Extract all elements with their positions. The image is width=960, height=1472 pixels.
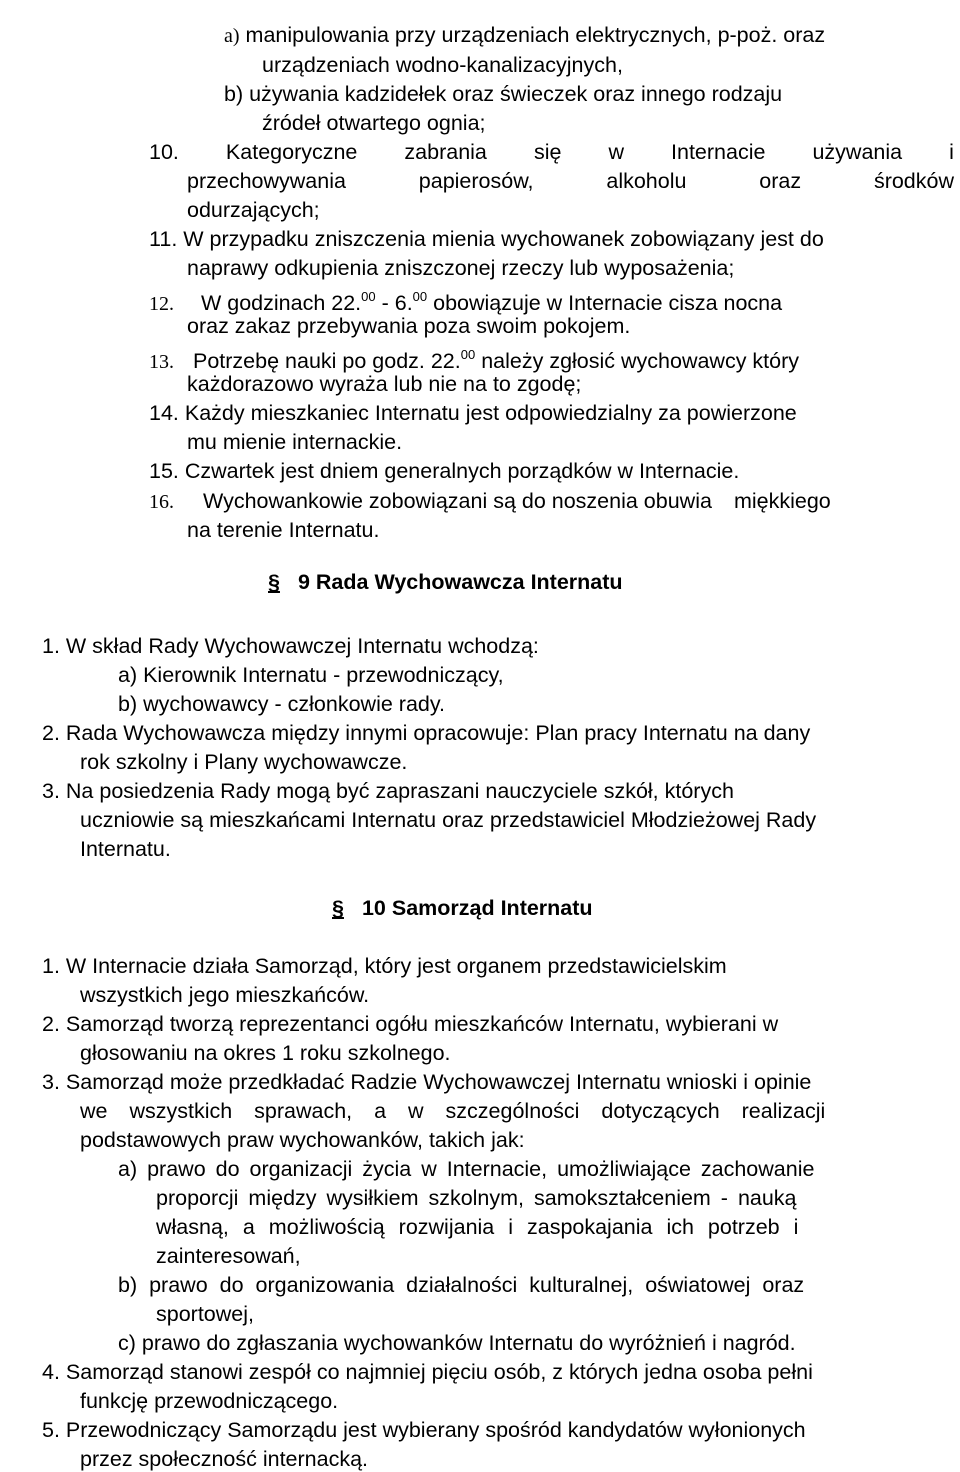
s9-item-3-line3: Internatu.: [80, 837, 171, 861]
point-12-text-b: - 6.: [375, 291, 413, 315]
item-a-line2: urządzeniach wodno-kanalizacyjnych,: [262, 53, 623, 77]
word: zabrania: [404, 140, 487, 164]
point-12-line2: oraz zakaz przebywania poza swoim pokojem.: [187, 314, 631, 338]
s10-item-4-line2: funkcję przewodniczącego.: [80, 1389, 339, 1413]
s9-item-2-line2: rok szkolny i Plany wychowawcze.: [80, 750, 408, 774]
s10-item-3a-line2: proporcji między wysiłkiem szkolnym, samokształceniem - nauką: [156, 1186, 797, 1210]
point-10-number: 10.: [149, 140, 179, 164]
word: Internacie: [671, 140, 766, 164]
section-symbol: §: [332, 896, 344, 920]
word: się: [533, 140, 562, 164]
s10-item-2-line1: 2. Samorząd tworzą reprezentanci ogółu mieszkańców Internatu, wybierani w: [42, 1012, 779, 1036]
section-symbol: §: [268, 570, 280, 594]
s10-item-2-line2: głosowaniu na okres 1 roku szkolnego.: [80, 1041, 451, 1065]
s10-item-3a-line4: zainteresowań,: [156, 1244, 301, 1268]
point-12-text-c: obowiązuje w Internacie cisza nocna: [427, 291, 783, 315]
s10-item-3-line3: podstawowych praw wychowanków, takich jak:: [80, 1128, 525, 1152]
s9-item-3-line2: uczniowie są mieszkańcami Internatu oraz przedstawiciel Młodzieżowej Rady: [80, 808, 817, 832]
item-b-line2: źródeł otwartego ognia;: [262, 111, 486, 135]
s10-item-4-line1: 4. Samorząd stanowi zespół co najmniej pięciu osób, z których jedna osoba pełni: [42, 1360, 813, 1384]
s10-item-5-line1: 5. Przewodniczący Samorządu jest wybierany spośród kandydatów wyłonionych: [42, 1418, 806, 1442]
superscript: 00: [412, 289, 428, 304]
item-a-text: manipulowania przy urządzeniach elektrycznych, p-poż. oraz: [245, 23, 826, 47]
s10-item-1-line2: wszystkich jego mieszkańców.: [80, 983, 370, 1007]
word: oraz: [759, 169, 802, 193]
s9-item-2-line1: 2. Rada Wychowawcza między innymi opracowuje: Plan pracy Internatu na dany: [42, 721, 811, 745]
point-16-text-a: Wychowankowie zobowiązani są do noszenia obuwia: [203, 489, 712, 513]
word: Kategoryczne: [225, 140, 358, 164]
s10-item-3a-line3: własną, a możliwością rozwijania i zaspokajania ich potrzeb i: [156, 1215, 799, 1239]
s9-item-1: 1. W skład Rady Wychowawczej Internatu wchodzą:: [42, 634, 539, 658]
s10-item-3a-line1: a) prawo do organizacji życia w Internacie, umożliwiające zachowanie: [118, 1157, 815, 1181]
s9-item-3-line1: [42, 778, 954, 804]
superscript: 00: [460, 347, 476, 362]
point-15: 15. Czwartek jest dniem generalnych porządków w Internacie.: [149, 459, 740, 483]
item-a-label: a): [224, 25, 240, 47]
s10-item-3-line2: we wszystkich sprawach, a w szczególności dotyczących realizacji: [80, 1099, 826, 1123]
point-16-text-b: miękkiego: [733, 489, 831, 513]
point-10-line1: [149, 139, 954, 165]
point-10-line2: [187, 168, 954, 194]
section-9-title: 9 Rada Wychowawcza Internatu: [297, 570, 623, 594]
word: alkoholu: [606, 169, 687, 193]
superscript: 00: [361, 289, 376, 304]
word: przechowywania: [187, 169, 346, 193]
point-14-line1: 14. Każdy mieszkaniec Internatu jest odpowiedzialny za powierzone: [149, 401, 797, 425]
point-13-text-b: należy zgłosić wychowawcy który: [475, 349, 800, 373]
point-13-line2: każdorazowo wyraża lub nie na to zgodę;: [187, 372, 582, 396]
word: w: [608, 140, 624, 164]
item-a-line1: [224, 22, 825, 49]
section-9-heading: [268, 568, 623, 596]
point-12-text-a: W godzinach 22.: [201, 291, 362, 315]
point-10-line3: odurzających;: [187, 198, 320, 222]
s10-item-3c: c) prawo do zgłaszania wychowanków Internatu do wyróżnień i nagród.: [118, 1331, 796, 1355]
s10-item-1-line1: 1. W Internacie działa Samorząd, który jest organem przedstawicielskim: [42, 954, 727, 978]
word: i: [949, 140, 954, 164]
item-b-line1: [224, 81, 954, 107]
point-16-line1: [149, 488, 831, 515]
s9-item-1b: b) wychowawcy - członkowie rady.: [118, 692, 445, 716]
point-14-line2: mu mienie internackie.: [187, 430, 403, 454]
section-10-heading: [332, 894, 593, 922]
word: używania: [812, 140, 903, 164]
s10-item-3b-line1: b) prawo do organizowania działalności kulturalnej, oświatowej oraz: [118, 1273, 805, 1297]
point-13-number: 13.: [149, 351, 174, 373]
s9-item-1a: a) Kierownik Internatu - przewodniczący,: [118, 663, 504, 687]
s10-item-5-line2: przez społeczność internacką.: [80, 1447, 369, 1471]
section-10-title: 10 Samorząd Internatu: [361, 896, 593, 920]
item-b-text: b) używania kadzidełek oraz świeczek oraz innego rodzaju: [224, 82, 783, 106]
s10-item-3b-line2: sportowej,: [156, 1302, 254, 1326]
point-12-number: 12.: [149, 293, 174, 315]
s9-item-3-text: 3. Na posiedzenia Rady mogą być zapraszani nauczyciele szkół, których: [42, 779, 734, 803]
point-11-line1: 11. W przypadku zniszczenia mienia wychowanek zobowiązany jest do: [149, 227, 824, 251]
word: papierosów,: [418, 169, 534, 193]
word: środków: [873, 169, 954, 193]
point-11-line2: naprawy odkupienia zniszczonej rzeczy lub wyposażenia;: [187, 256, 735, 280]
point-16-number: 16.: [149, 491, 174, 513]
point-13-text-a: Potrzebę nauki po godz. 22.: [193, 349, 461, 373]
point-16-line2: na terenie Internatu.: [187, 518, 380, 542]
s10-item-3-line1: 3. Samorząd może przedkładać Radzie Wychowawczej Internatu wnioski i opinie: [42, 1070, 812, 1094]
